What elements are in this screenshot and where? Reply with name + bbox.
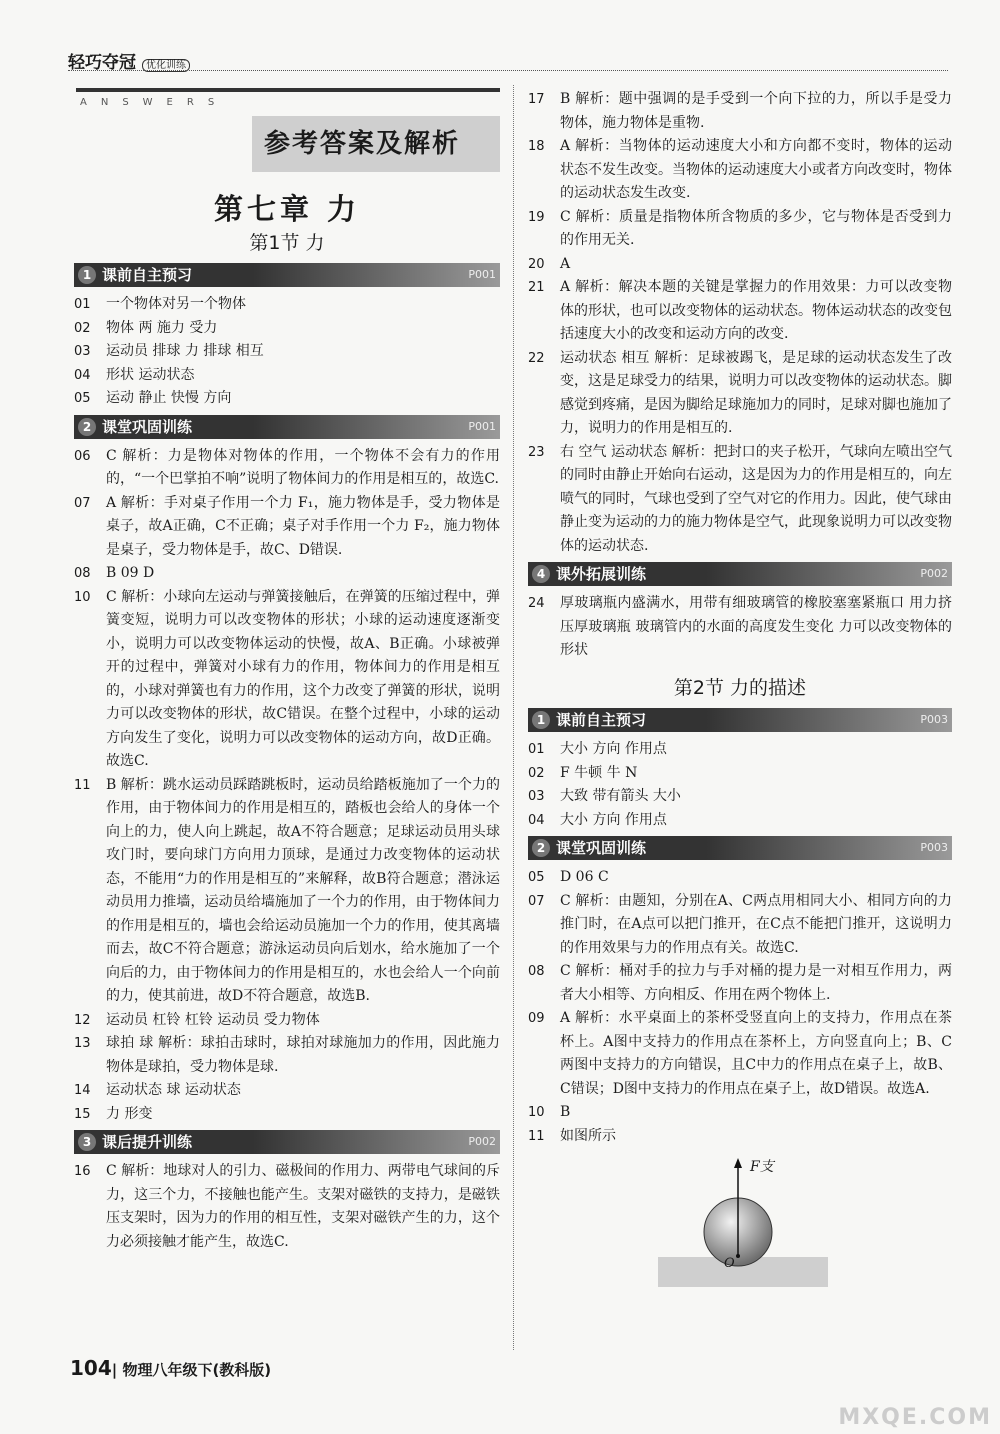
answer-item bbox=[74, 1079, 500, 1103]
answer-item bbox=[528, 809, 952, 833]
answer-item bbox=[74, 387, 500, 411]
top-rule bbox=[68, 70, 948, 71]
answer-list bbox=[74, 445, 500, 1127]
watermark: MXQE.COM bbox=[838, 1405, 992, 1430]
item-number: 02 bbox=[528, 765, 545, 781]
item-number: 03 bbox=[74, 344, 91, 359]
item-number: 06 bbox=[74, 448, 91, 464]
answer-item bbox=[528, 785, 952, 809]
bar-page: P003 bbox=[920, 713, 948, 726]
item-number: 15 bbox=[74, 1106, 91, 1122]
answer-item bbox=[74, 317, 500, 341]
item-text: 球拍 球 解析：球拍击球时，球拍对球施加力的作用，因此施力物体是球拍，受力物体是球. bbox=[106, 1035, 500, 1075]
item-text: A 解析：水平桌面上的茶杯受竖直向上的支持力，作用点在茶杯上。A图中支持力的作用点在茶杯上，方向竖直向上；B、C两图中支持力的方向错误，且C中力的作用点在桌子上，故B、C错误；D图中支持力的作用点在桌子上，故D错误。故选A. bbox=[560, 1010, 952, 1097]
bar-label: 课堂巩固训练 bbox=[102, 417, 193, 436]
bar-page: P001 bbox=[468, 419, 496, 433]
item-number: 19 bbox=[528, 209, 545, 225]
item-text: B bbox=[560, 1104, 571, 1120]
answer-item bbox=[528, 135, 952, 206]
item-text: D 06 C bbox=[560, 869, 609, 885]
right-column bbox=[528, 88, 952, 1304]
force-origin-point bbox=[736, 1254, 740, 1258]
item-text: A 解析：当物体的运动速度大小和方向都不变时，物体的运动状态不发生改变。当物体的运动速度大小或者方向改变时，物体的运动状态发生改变. bbox=[560, 138, 952, 201]
bar-number: 1 bbox=[532, 711, 550, 729]
bar-page: P003 bbox=[920, 841, 948, 854]
brand-title: 轻巧夺冠 bbox=[68, 53, 136, 73]
item-text: 如图所示 bbox=[560, 1127, 616, 1144]
origin-label: O bbox=[724, 1256, 735, 1271]
item-number: 09 bbox=[528, 1011, 545, 1026]
item-text: 一个物体对另一个物体 bbox=[106, 296, 246, 312]
item-text: A 解析：手对桌子作用一个力 F₁，施力物体是手，受力物体是桌子，故A正确，C不正确；桌子对手作用一个力 F₂，施力物体是桌子，受力物体是手，故C、D错误. bbox=[106, 494, 500, 558]
item-text: F 牛顿 牛 N bbox=[560, 764, 638, 781]
bar-page: P002 bbox=[920, 567, 948, 580]
force-figure bbox=[528, 1154, 952, 1304]
answer-list bbox=[528, 866, 952, 1148]
book-title: 物理八年级下(教科版) bbox=[122, 1361, 272, 1379]
answer-item bbox=[528, 206, 952, 253]
bar-label: 课堂巩固训练 bbox=[556, 839, 647, 857]
item-number: 07 bbox=[528, 893, 545, 909]
answers-title: 参考答案及解析 bbox=[252, 116, 500, 172]
item-number: 11 bbox=[74, 777, 91, 793]
section-bar-consolidate-2 bbox=[528, 836, 952, 860]
answer-list bbox=[74, 293, 500, 411]
bar-number: 4 bbox=[532, 565, 550, 583]
item-text: C 解析：质量是指物体所含物质的多少，它与物体是否受到力的作用无关. bbox=[560, 208, 952, 248]
item-number: 03 bbox=[528, 789, 545, 804]
section-title-1: 第1节 力 bbox=[249, 231, 325, 254]
answer-item bbox=[528, 738, 952, 762]
item-text: C 解析：力是物体对物体的作用，一个物体不会有力的作用的，“一个巴掌拍不响”说明了物体间力的作用是相互的，故选C. bbox=[106, 447, 500, 487]
item-text: 运动状态 球 运动状态 bbox=[106, 1082, 241, 1098]
item-text: C 解析：小球向左运动与弹簧接触后，在弹簧的压缩过程中，弹簧变短，说明力可以改变物体的形状；小球的运动速度逐渐变小，说明力可以改变物体运动的快慢，故A、B正确。小球被弹开的过程中，弹簧对小球有力的作用，物体间力的作用是相互的，小球对弹簧也有力的作用，这个力改变了弹簧的形状，说明力可以改变物体的形状，故C错误。在整个过程中，小球的运动方向发生了变化，说明力可以改变物体的运动方向，故D正确。故选C. bbox=[106, 588, 500, 769]
answer-item bbox=[74, 293, 500, 317]
item-number: 18 bbox=[528, 139, 545, 154]
answer-item bbox=[528, 890, 952, 961]
item-text: 大致 带有箭头 大小 bbox=[560, 788, 681, 804]
item-number: 24 bbox=[528, 596, 545, 611]
item-number: 02 bbox=[74, 320, 91, 336]
item-number: 10 bbox=[528, 1105, 545, 1120]
bar-label: 课前自主预习 bbox=[556, 711, 647, 729]
answer-item bbox=[528, 1125, 952, 1149]
section-bar-preview-2 bbox=[528, 708, 952, 732]
item-number: 16 bbox=[74, 1164, 91, 1179]
answer-item bbox=[528, 441, 952, 559]
answers-banner bbox=[76, 88, 500, 184]
item-text: A 解析：解决本题的关键是掌握力的作用效果：力可以改变物体的形状，也可以改变物体的运动状态。物体运动状态的改变包括速度大小的改变和运动方向的改变. bbox=[560, 279, 952, 342]
item-number: 14 bbox=[74, 1083, 91, 1098]
bar-label: 课外拓展训练 bbox=[556, 565, 647, 583]
answer-item bbox=[74, 562, 500, 586]
item-text: 运动 静止 快慢 方向 bbox=[106, 390, 232, 406]
answer-list bbox=[74, 1160, 500, 1254]
item-number: 07 bbox=[74, 495, 91, 511]
answer-list bbox=[528, 738, 952, 832]
item-number: 12 bbox=[74, 1012, 91, 1028]
item-text: 力 形变 bbox=[106, 1105, 153, 1122]
answer-item bbox=[74, 774, 500, 1009]
force-label: F支 bbox=[750, 1159, 774, 1175]
bar-number: 3 bbox=[78, 1133, 96, 1151]
answer-item bbox=[74, 1160, 500, 1254]
item-text: B 解析：题中强调的是手受到一个向下拉的力，所以手是受力物体，施力物体是重物. bbox=[560, 91, 952, 131]
item-text: B 09 D bbox=[106, 565, 155, 581]
answer-list bbox=[528, 88, 952, 558]
item-number: 20 bbox=[528, 256, 545, 272]
bar-number: 2 bbox=[532, 839, 550, 857]
item-text: 右 空气 运动状态 解析：把封口的夹子松开，气球向左喷出空气的同时由静止开始向右运动，这是因为力的作用是相互的，向左喷气的同时，气球也受到了空气对它的作用力。因此，使气球由静止变为运动的力的施力物体是空气，此现象说明力可以改变物体的运动状态. bbox=[560, 443, 952, 554]
item-text: 厚玻璃瓶内盛满水，用带有细玻璃管的橡胶塞塞紧瓶口 用力挤压厚玻璃瓶 玻璃管内的水面的高度发生变化 力可以改变物体的形状 bbox=[560, 595, 952, 658]
answer-item bbox=[528, 1007, 952, 1101]
item-text: A bbox=[560, 255, 571, 272]
section-bar-extend bbox=[528, 562, 952, 586]
item-text: C 解析：由题知，分别在A、C两点用相同大小、相同方向的力推门时，在A点可以把门推开，在C点不能把门推开，这说明力的作用效果与力的作用点有关。故选C. bbox=[560, 892, 952, 956]
item-text: C 解析：地球对人的引力、磁极间的作用力、两带电气球间的斥力，这三个力，不接触也能产生。支架对磁铁的支持力，是磁铁压支架时，因为力的作用的相互性，支架对磁铁产生的力，这个力必须接触才能产生，故选C. bbox=[106, 1163, 500, 1250]
answer-item bbox=[74, 492, 500, 563]
item-number: 22 bbox=[528, 350, 545, 366]
item-number: 13 bbox=[74, 1036, 91, 1051]
item-number: 05 bbox=[74, 391, 91, 406]
section-title-2: 第2节 力的描述 bbox=[673, 676, 807, 699]
answer-list bbox=[528, 592, 952, 663]
answer-item bbox=[74, 340, 500, 364]
left-column bbox=[74, 88, 500, 1254]
answers-letters: ANSWERS bbox=[80, 97, 229, 108]
item-number: 05 bbox=[528, 870, 545, 885]
section-bar-preview bbox=[74, 263, 500, 287]
answer-item bbox=[528, 960, 952, 1007]
answer-item bbox=[528, 88, 952, 135]
item-number: 08 bbox=[528, 964, 545, 979]
answer-item bbox=[74, 364, 500, 388]
item-text: 大小 方向 作用点 bbox=[560, 741, 667, 757]
answer-item bbox=[74, 1032, 500, 1079]
item-number: 08 bbox=[74, 566, 91, 581]
item-text: 形状 运动状态 bbox=[106, 366, 195, 383]
bar-number: 1 bbox=[78, 266, 96, 284]
item-number: 21 bbox=[528, 280, 545, 295]
section-bar-improve bbox=[74, 1130, 500, 1154]
force-arrow-head bbox=[734, 1158, 742, 1168]
answer-item bbox=[528, 762, 952, 786]
bar-page: P002 bbox=[468, 1135, 496, 1148]
item-text: 运动员 排球 力 排球 相互 bbox=[106, 343, 264, 359]
column-divider bbox=[513, 85, 514, 1350]
item-number: 04 bbox=[74, 367, 91, 383]
chapter-title: 第七章 力 bbox=[213, 192, 361, 226]
bar-label: 课后提升训练 bbox=[102, 1133, 193, 1151]
answer-item bbox=[528, 866, 952, 890]
answer-item bbox=[74, 1103, 500, 1127]
force-diagram bbox=[658, 1154, 828, 1294]
page-footer: 104| 物理八年级下(教科版) bbox=[70, 1356, 272, 1380]
item-number: 11 bbox=[528, 1128, 545, 1144]
answer-item bbox=[528, 347, 952, 441]
item-text: C 解析：桶对手的拉力与手对桶的提力是一对相互作用力，两者大小相等、方向相反、作用在两个物体上. bbox=[560, 963, 952, 1003]
bar-page: P001 bbox=[468, 268, 496, 281]
answer-item bbox=[528, 253, 952, 277]
item-text: 运动员 杠铃 杠铃 运动员 受力物体 bbox=[106, 1011, 320, 1028]
item-number: 10 bbox=[74, 589, 91, 605]
answer-item bbox=[528, 1101, 952, 1125]
item-number: 01 bbox=[528, 742, 545, 757]
item-number: 04 bbox=[528, 812, 545, 828]
item-text: 物体 两 施力 受力 bbox=[106, 319, 218, 336]
answer-item bbox=[528, 276, 952, 347]
brand-subtitle: 优化训练 bbox=[142, 59, 190, 72]
answer-item bbox=[74, 586, 500, 774]
item-text: 运动状态 相互 解析：足球被踢飞，是足球的运动状态发生了改变，这是足球受力的结果，说明力可以改变物体的运动状态。脚感觉到疼痛，是因为脚给足球施加力的同时，足球对脚也施加了力，说明力的作用是相互的. bbox=[560, 349, 952, 436]
item-number: 23 bbox=[528, 444, 545, 460]
item-text: 大小 方向 作用点 bbox=[560, 811, 667, 828]
bar-label: 课前自主预习 bbox=[102, 266, 193, 284]
answer-item bbox=[528, 592, 952, 663]
answer-item bbox=[74, 1009, 500, 1033]
section-bar-consolidate bbox=[74, 415, 500, 439]
item-number: 01 bbox=[74, 297, 91, 312]
page-number: 104 bbox=[70, 1356, 112, 1380]
answer-item bbox=[74, 445, 500, 492]
item-text: B 解析：跳水运动员踩踏跳板时，运动员给踏板施加了一个力的作用，由于物体间力的作用是相互的，踏板也会给人的身体一个向上的力，使人向上跳起，故A不符合题意；足球运动员用头球攻门时，要向球门方向用力顶球，是通过力改变物体的运动状态，不能用“力的作用是相互的”来解释，故B符合题意；潜泳运动员用力推墙，运动员给墙施加了一个力的作用，由于物体间力的作用是相互的，墙也会给运动员施加一个力的作用，使其离墙而去，故C不符合题意；游泳运动员向后划水，给水施加了一个向后的力，由于物体间力的作用是相互的，水也会给人一个向前的力，使其前进，故D不符合题意，故选B. bbox=[106, 776, 500, 1004]
bar-number: 2 bbox=[78, 418, 96, 436]
item-number: 17 bbox=[528, 92, 545, 107]
